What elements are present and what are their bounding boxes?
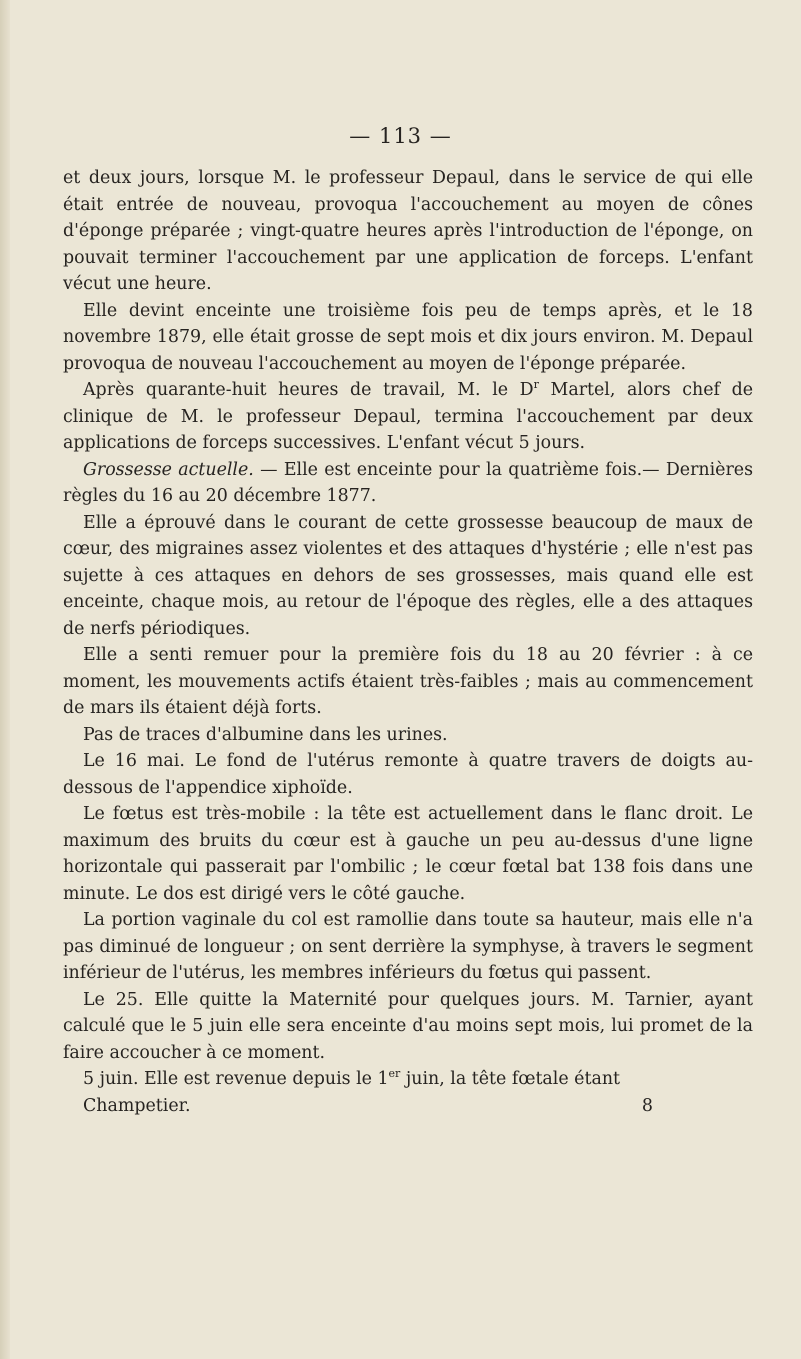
text-run: 5 juin. Elle est revenue depuis le 1 — [83, 1069, 389, 1089]
text-run: Elle a éprouvé dans le courant de cette grossesse beaucoup de maux de cœur, des migraines assez violentes et des attaques d'hystérie ; elle n'est pas sujette à ces attaques en dehors de ses grossesses, mais quand elle est enceinte, chaque mois, au retour de l'époque des règles, elle a des attaques de nerfs périodiques. — [63, 512, 753, 639]
paragraph-6 — [63, 642, 753, 722]
text-run: Le fœtus est très-mobile : la tête est actuellement dans le flanc droit. Le maximum des bruits du cœur est à gauche un peu au-dessus d'une ligne horizontale qui passerait par l'ombilic ; le cœur fœtal bat 138 fois dans une minute. Le dos est dirigé vers le côté gauche. — [63, 804, 753, 904]
text-run: juin, la tête fœtale étant — [400, 1069, 621, 1089]
text-run: Martel, alors chef de clinique de M. le professeur Depaul, termina l'accouchement par deux applications de forceps successives. L'enfant vécut 5 jours. — [63, 380, 754, 453]
paragraph-12 — [63, 1066, 753, 1093]
text-run: — Elle est enceinte pour la quatrième fois.— Dernières règles du 16 au 20 décembre 1877. — [63, 459, 753, 506]
paragraph-10 — [63, 907, 753, 987]
paragraph-9 — [63, 801, 753, 907]
paragraph-4 — [63, 457, 753, 510]
text-run: Pas de traces d'albumine dans les urines. — [83, 724, 448, 745]
paragraph-7 — [63, 722, 753, 749]
page-number: — 113 — — [349, 124, 452, 148]
paragraph-1 — [63, 165, 753, 298]
paragraph-8 — [63, 748, 753, 801]
superscript: r — [533, 378, 539, 392]
text-run: Le 25. Elle quitte la Maternité pour quelques jours. M. Tarnier, ayant calculé que le 5 juin elle sera enceinte d'au moins sept mois, lui promet de la faire accoucher à ce moment. — [63, 989, 753, 1063]
text-run: et deux jours, lorsque M. le professeur Depaul, dans le service de qui elle était entrée de nouveau, provoqua l'accouchement au moyen de cônes d'éponge préparée ; vingt-quatre heures après l'introduction de l'éponge, on pouvait terminer l'accouchement par une application de forceps. L'enfant vécut une heure. — [63, 168, 753, 294]
text-run: Elle devint enceinte une troisième fois peu de temps après, et le 18 novembre 1879, elle était grosse de sept mois et dix jours environ. M. Depaul provoqua de nouveau l'accouchement au moyen de l'éponge préparée. — [63, 300, 753, 374]
paragraph-5 — [63, 510, 753, 643]
printer-signature: Champetier. — [83, 1095, 191, 1116]
paragraph-2 — [63, 298, 753, 378]
text-run: La portion vaginale du col est ramollie dans toute sa hauteur, mais elle n'a pas diminué de longueur ; on sent derrière la symphyse, à travers le segment inférieur de l'utérus, les membres inférieurs du fœtus qui passent. — [63, 910, 753, 983]
paragraph-3 — [63, 377, 753, 457]
section-heading: Grossesse actuelle. — [83, 459, 254, 480]
text-run: Le 16 mai. Le fond de l'utérus remonte à quatre travers de doigts au-dessous de l'appendice xiphoïde. — [63, 751, 753, 798]
paragraph-11 — [63, 987, 753, 1067]
text-run: Après quarante-huit heures de travail, M. le D — [83, 380, 534, 400]
signature-line — [63, 1093, 753, 1120]
superscript: er — [388, 1067, 401, 1081]
text-run: Elle a senti remuer pour la première fois du 18 au 20 février : à ce moment, les mouvements actifs étaient très-faibles ; mais au commencement de mars ils étaient déjà forts. — [63, 645, 753, 718]
signature-mark: 8 — [641, 1095, 653, 1116]
page-edge — [0, 0, 10, 1359]
body-text — [63, 165, 753, 1119]
